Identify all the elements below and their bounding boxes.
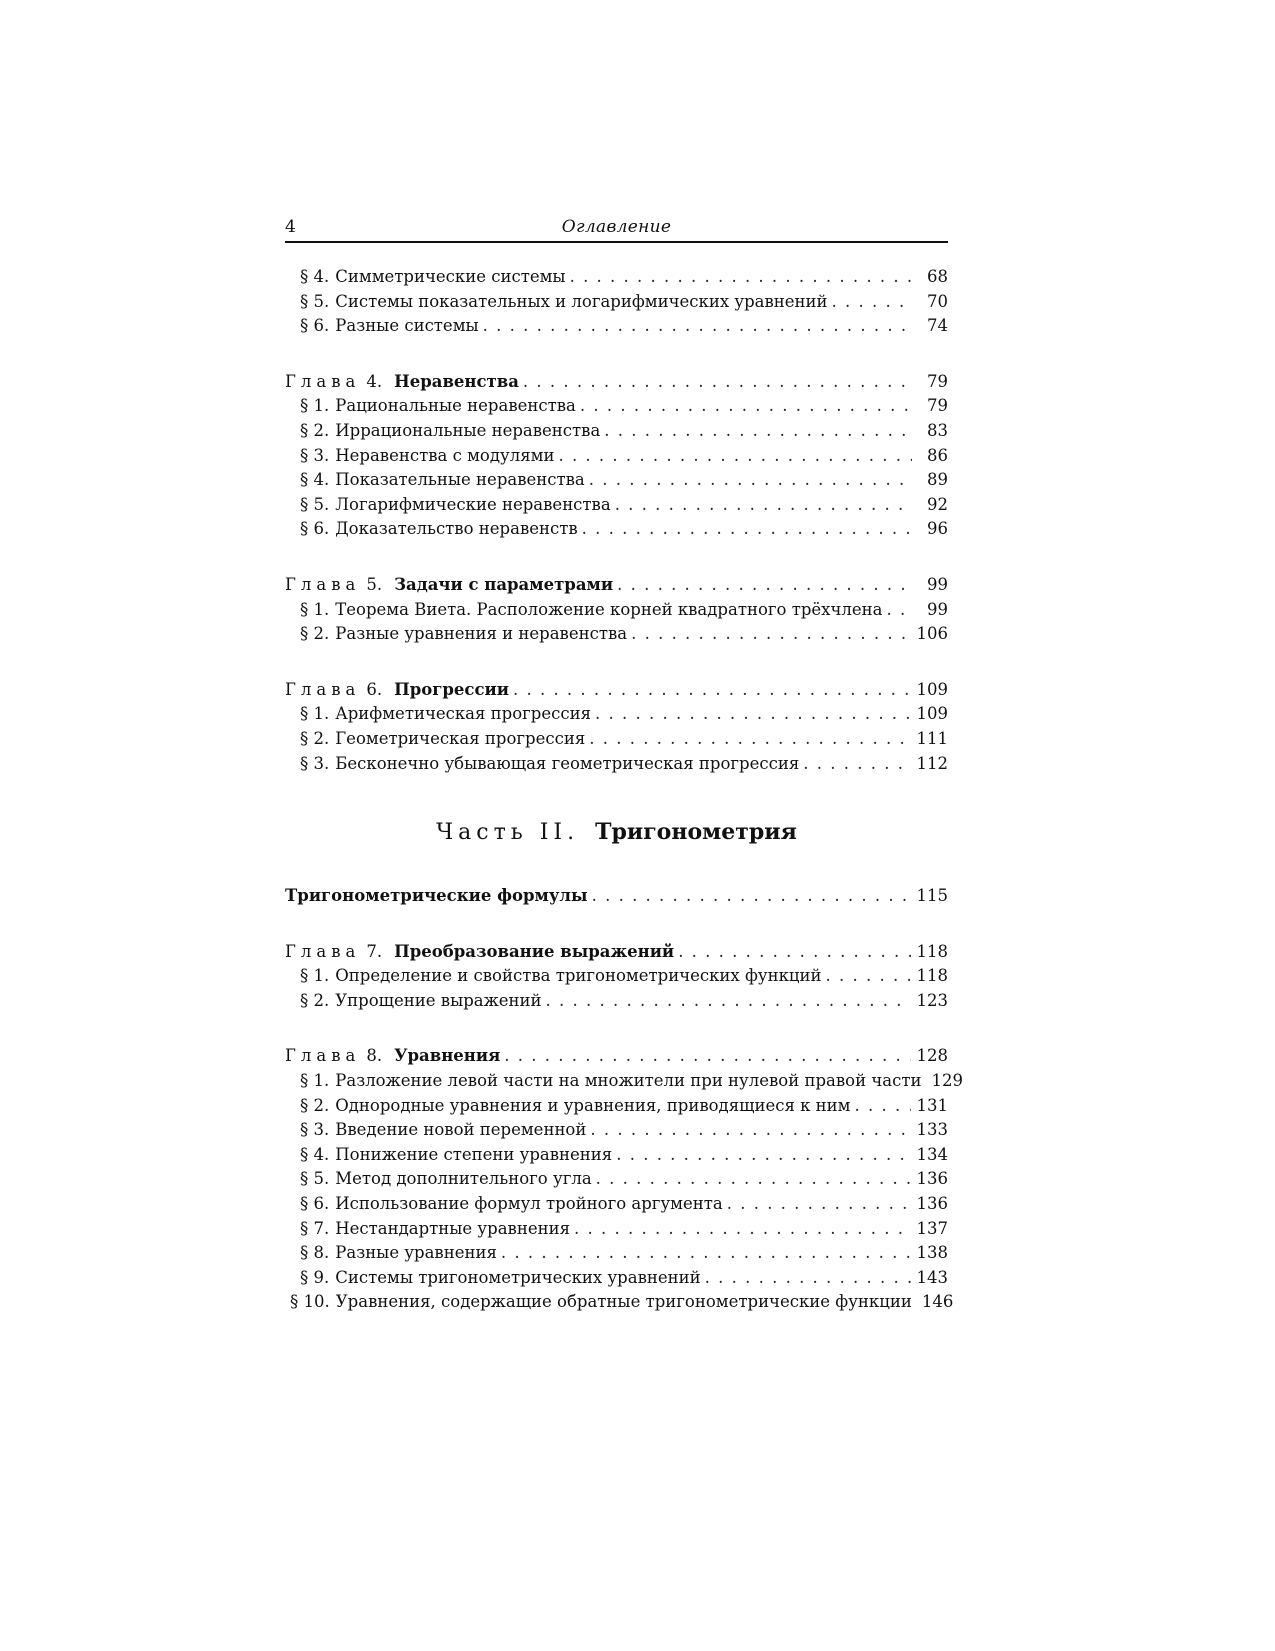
toc-section-entry[interactable] (285, 468, 948, 493)
toc-chapter-entry[interactable] (285, 940, 948, 965)
section-title: Показательные неравенства (335, 470, 585, 490)
section-number: § 2. (300, 420, 330, 440)
leader-dots (826, 964, 911, 989)
section-title: Разные системы (335, 316, 479, 336)
leader-dots (589, 727, 910, 752)
leader-dots (582, 517, 912, 542)
chapter-number: 4. (366, 371, 383, 391)
section-number: § 8. (300, 1243, 330, 1263)
page-ref: 136 (916, 1194, 948, 1214)
page-ref: 112 (916, 753, 948, 773)
toc-chapter-entry[interactable] (285, 370, 948, 395)
section-number: § 2. (300, 624, 330, 644)
section-title: Разные уравнения (335, 1243, 497, 1263)
section-title: Неравенства с модулями (335, 445, 555, 465)
page-ref: 70 (927, 291, 948, 311)
section-number: § 2. (300, 1095, 330, 1115)
section-title: Использование формул тройного аргумента (335, 1194, 723, 1214)
section-title: Уравнения, содержащие обратные тригонометрические функции (335, 1292, 912, 1312)
leader-dots (570, 265, 912, 290)
running-head (285, 213, 948, 243)
chapter-label: Глава (285, 574, 361, 594)
page-ref: 123 (916, 990, 948, 1010)
leader-dots (513, 678, 911, 703)
spacer (285, 909, 948, 940)
toc-section-entry[interactable] (285, 314, 948, 339)
page-ref: 68 (927, 267, 948, 286)
toc-section-entry[interactable] (285, 964, 948, 989)
section-title: Арифметическая прогрессия (335, 704, 592, 724)
section-number: § 10. (290, 1292, 330, 1312)
chapter-title: Преобразование выражений (394, 941, 675, 961)
page-ref: 111 (916, 728, 948, 748)
section-title: Метод дополнительного угла (335, 1169, 592, 1189)
leader-dots (617, 573, 912, 598)
section-title: Однородные уравнения и уравнения, приводящиеся к ним (335, 1095, 851, 1115)
section-number: § 2. (300, 728, 330, 748)
leader-dots (886, 598, 912, 623)
section-title: Геометрическая прогрессия (335, 728, 586, 748)
part-heading (285, 812, 948, 872)
chapter-label: Глава (285, 679, 361, 699)
chapter-title: Задачи с параметрами (394, 574, 614, 594)
section-title: Рациональные неравенства (335, 396, 576, 416)
section-number: § 5. (300, 494, 330, 514)
section-number: § 9. (300, 1267, 330, 1287)
leader-dots (803, 752, 910, 777)
leader-dots (855, 1094, 911, 1119)
toc-section-entry[interactable] (285, 419, 948, 444)
toc-section-entry[interactable] (285, 444, 948, 469)
toc-section-entry[interactable] (285, 598, 948, 623)
section-title: Системы показательных и логарифмических уравнений (335, 291, 828, 311)
toc-section-entry[interactable] (285, 622, 948, 647)
leader-dots (590, 1118, 910, 1143)
toc-section-entry[interactable] (285, 1192, 948, 1217)
page-ref: 86 (927, 445, 948, 465)
section-title: Логарифмические неравенства (335, 494, 611, 514)
chapter-title: Прогрессии (394, 679, 509, 699)
leader-dots (595, 702, 910, 727)
spacer (285, 872, 948, 884)
spacer (285, 1013, 948, 1044)
section-number: § 1. (300, 966, 330, 986)
chapter-title: Неравенства (394, 371, 519, 391)
section-title: Введение новой переменной (335, 1120, 587, 1140)
toc-section-entry[interactable] (285, 1266, 948, 1291)
page-ref: 96 (927, 519, 948, 539)
section-title: Бесконечно убывающая геометрическая прогрессия (335, 753, 800, 773)
page-ref: 109 (916, 704, 948, 724)
section-title: Разные уравнения и неравенства (335, 624, 628, 644)
formulas-title: Тригонометрические формулы (285, 886, 588, 906)
leader-dots (558, 444, 912, 469)
toc-section-entry[interactable] (285, 493, 948, 518)
page-ref: 92 (927, 494, 948, 514)
section-number: § 5. (300, 291, 330, 311)
section-number: § 4. (300, 267, 330, 286)
section-number: § 6. (300, 1194, 330, 1214)
section-title: Определение и свойства тригонометрических функций (335, 966, 822, 986)
page-ref: 118 (916, 941, 948, 961)
leader-dots (678, 940, 910, 965)
section-number: § 6. (300, 316, 330, 336)
toc-chapter-entry[interactable] (285, 573, 948, 598)
section-number: § 3. (300, 753, 330, 773)
section-title: Разложение левой части на множители при нулевой правой части (335, 1071, 922, 1091)
toc-section-entry[interactable] (285, 290, 948, 315)
chapter-number: 5. (366, 574, 383, 594)
toc-section-entry[interactable] (285, 752, 948, 777)
spacer (285, 339, 948, 370)
page-ref: 99 (927, 599, 948, 619)
chapter-label: Глава (285, 941, 361, 961)
page-ref: 79 (927, 396, 948, 416)
leader-dots (501, 1241, 911, 1266)
leader-dots (604, 419, 912, 444)
section-number: § 1. (300, 599, 330, 619)
section-number: § 4. (300, 1144, 330, 1164)
page-ref: 109 (916, 679, 948, 699)
spacer (285, 542, 948, 573)
section-number: § 1. (300, 396, 330, 416)
page-ref: 138 (916, 1243, 948, 1263)
chapter-number: 7. (366, 941, 383, 961)
page-number: 4 (285, 217, 296, 237)
spacer (285, 776, 948, 812)
page-ref: 79 (927, 371, 948, 391)
page-ref: 83 (927, 420, 948, 440)
toc-section-entry[interactable] (285, 394, 948, 419)
page-ref: 143 (916, 1267, 948, 1287)
page-ref: 106 (916, 624, 948, 644)
section-number: § 3. (300, 1120, 330, 1140)
leader-dots (483, 314, 912, 339)
leader-dots (616, 1143, 910, 1168)
section-number: § 2. (300, 990, 330, 1010)
page-ref: 129 (931, 1071, 963, 1091)
chapter-number: 8. (366, 1046, 383, 1066)
section-title: Симметрические системы (335, 267, 566, 286)
section-title: Теорема Виета. Расположение корней квадратного трёхчлена (335, 599, 883, 619)
leader-dots (504, 1044, 910, 1069)
toc-section-entry[interactable] (285, 1217, 948, 1242)
running-head-title: Оглавление (561, 217, 672, 237)
section-title: Понижение степени уравнения (335, 1144, 613, 1164)
part-title: Тригонометрия (595, 819, 797, 846)
section-title: Иррациональные неравенства (335, 420, 601, 440)
page-ref: 74 (927, 316, 948, 336)
section-number: § 7. (300, 1218, 330, 1238)
section-number: § 1. (300, 704, 330, 724)
section-title: Упрощение выражений (335, 990, 542, 1010)
page-ref: 118 (916, 966, 948, 986)
leader-dots (523, 370, 912, 395)
section-number: § 1. (300, 1071, 330, 1091)
chapter-title: Уравнения (394, 1046, 501, 1066)
leader-dots (574, 1217, 911, 1242)
toc-section-entry[interactable] (285, 265, 948, 290)
table-of-contents (285, 265, 963, 1315)
leader-dots (546, 989, 911, 1014)
toc-section-entry[interactable] (285, 727, 948, 752)
page-ref: 146 (921, 1292, 954, 1312)
leader-dots (596, 1167, 911, 1192)
page-ref: 134 (916, 1144, 948, 1164)
page-ref: 136 (916, 1169, 948, 1189)
leader-dots (631, 622, 910, 647)
toc-section-entry[interactable] (285, 1118, 948, 1143)
section-title: Нестандартные уравнения (335, 1218, 570, 1238)
leader-dots (580, 394, 912, 419)
page-ref: 128 (916, 1046, 948, 1066)
page-ref: 133 (916, 1120, 948, 1140)
leader-dots (615, 493, 912, 518)
toc-section-entry[interactable] (285, 989, 948, 1014)
toc-section-entry[interactable] (285, 1069, 963, 1094)
spacer (285, 647, 948, 678)
leader-dots (727, 1192, 911, 1217)
leader-dots (705, 1266, 911, 1291)
leader-dots (832, 290, 912, 315)
section-number: § 5. (300, 1169, 330, 1189)
leader-dots (592, 884, 911, 909)
toc-section-entry[interactable] (285, 702, 948, 727)
chapter-number: 6. (366, 679, 383, 699)
section-number: § 4. (300, 470, 330, 490)
section-title: Системы тригонометрических уравнений (335, 1267, 701, 1287)
toc-formulas-entry[interactable] (285, 884, 948, 909)
toc-section-entry[interactable] (285, 1290, 954, 1315)
page-ref: 89 (927, 470, 948, 490)
toc-section-entry[interactable] (285, 1143, 948, 1168)
toc-section-entry[interactable] (285, 1167, 948, 1192)
page-ref: 115 (916, 886, 948, 906)
page-ref: 131 (916, 1095, 948, 1115)
page-ref: 137 (916, 1218, 948, 1238)
toc-chapter-entry[interactable] (285, 1044, 948, 1069)
section-title: Доказательство неравенств (335, 519, 578, 539)
toc-chapter-entry[interactable] (285, 678, 948, 703)
part-label: Часть II. (436, 820, 580, 846)
section-number: § 6. (300, 519, 330, 539)
toc-section-entry[interactable] (285, 1094, 948, 1119)
section-number: § 3. (300, 445, 330, 465)
chapter-label: Глава (285, 1046, 361, 1066)
leader-dots (589, 468, 912, 493)
toc-section-entry[interactable] (285, 1241, 948, 1266)
chapter-label: Глава (285, 371, 361, 391)
page-ref: 99 (927, 574, 948, 594)
toc-section-entry[interactable] (285, 517, 948, 542)
